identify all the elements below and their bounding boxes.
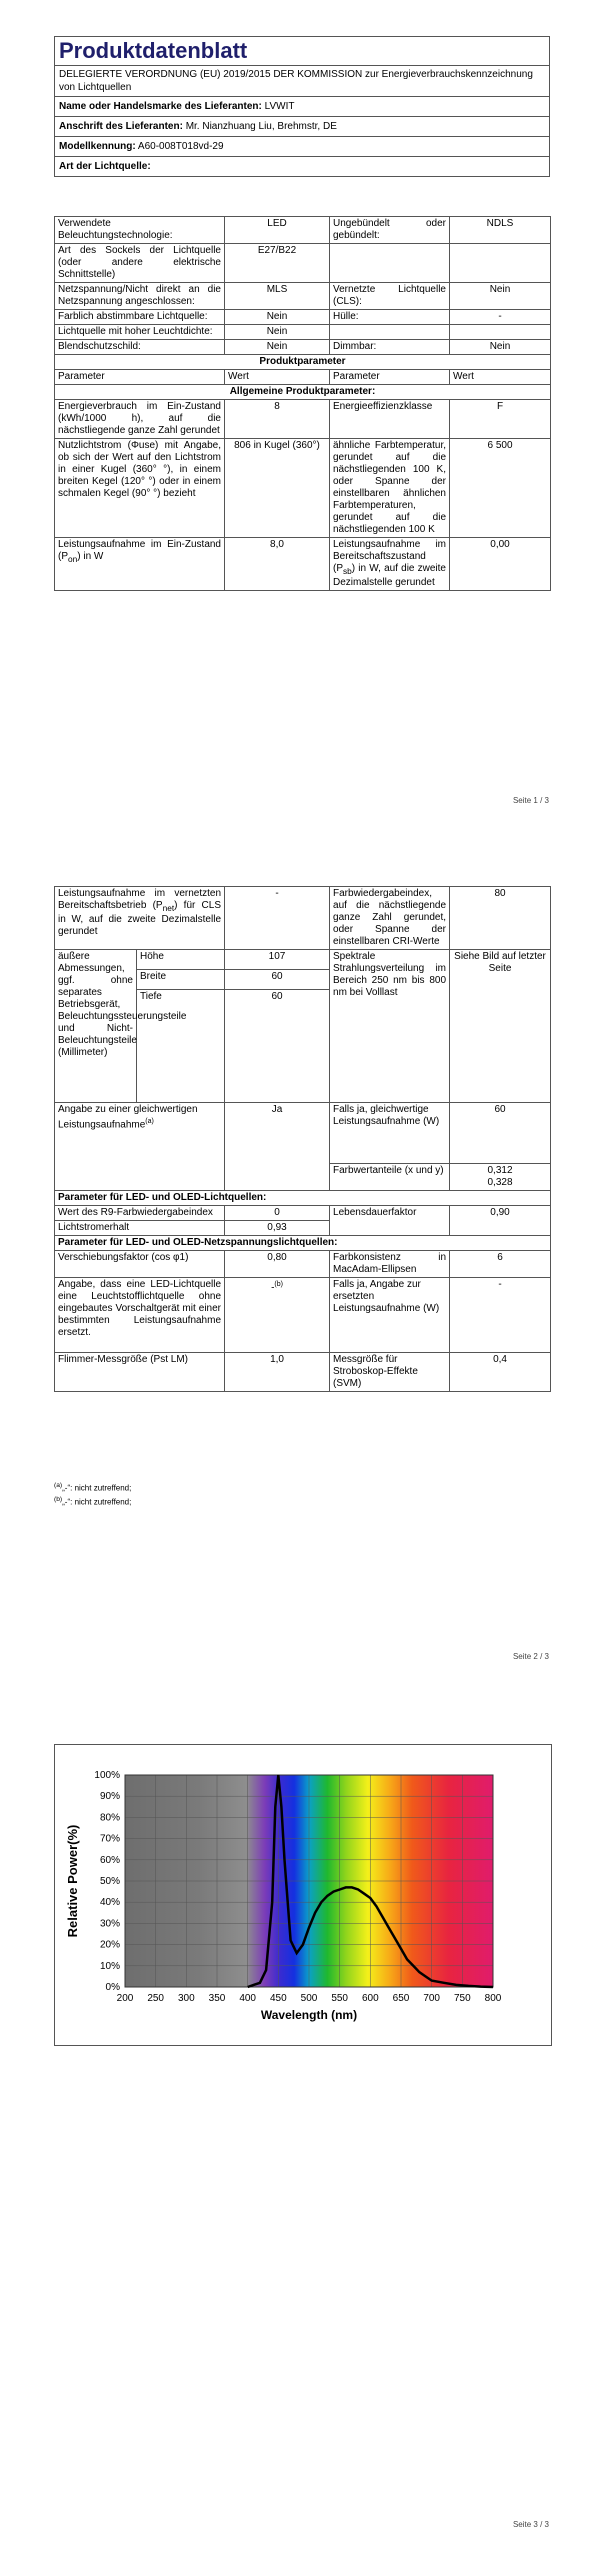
replace-power-value: -	[450, 1278, 551, 1353]
lightsource-cell: Farblich abstimmbare Lichtquelle:	[55, 310, 225, 325]
x-tick-label: 550	[331, 1993, 349, 2004]
dim-width-label: Breite	[137, 970, 225, 990]
lightsource-cell: E27/B22	[225, 244, 330, 283]
dim-width-value: 60	[225, 970, 330, 990]
cos-value: 0,80	[225, 1251, 330, 1278]
strobo-label: Messgröße für Stroboskop-Effekte (SVM)	[330, 1353, 450, 1392]
net-standby-label: Leistungsaufnahme im vernetzten Bereitschaftsbetrieb $(P_{net})$ für CLS in W, auf die zweite Dezimalstelle gerundet	[55, 887, 225, 950]
flicker-row	[55, 1353, 551, 1392]
x-tick-label: 700	[423, 1993, 441, 2004]
model-value: A60-008T018vd-29	[137, 141, 224, 152]
page-number-2: Seite 2 / 3	[512, 1652, 549, 1661]
type-row	[55, 157, 549, 176]
energy-value: 8	[225, 400, 330, 439]
lightsource-cell: NDLS	[450, 217, 551, 244]
produktparameter-header: Produktparameter	[55, 355, 551, 370]
lightsource-cell	[450, 244, 551, 283]
param-header-row	[55, 370, 551, 385]
param-header-3: Parameter	[330, 370, 450, 385]
lightsource-row	[55, 340, 551, 355]
lightsource-cell: Netzspannung/Nicht direkt an die Netzspannung angeschlossen:	[55, 283, 225, 310]
lightsource-cell: Ungebündelt oder gebündelt:	[330, 217, 450, 244]
y-tick-label: 20%	[99, 1939, 120, 1951]
x-tick-label: 800	[484, 1993, 502, 2004]
param-header-2: Wert	[225, 370, 330, 385]
lightsource-cell: Verwendete Beleuchtungstechnologie:	[55, 217, 225, 244]
dim-depth-label: Tiefe	[137, 990, 225, 1103]
efficiency-label: Energieeffizienzklasse	[330, 400, 450, 439]
x-tick-label: 400	[239, 1993, 257, 2004]
lightsource-cell	[330, 325, 450, 340]
led-params-header: Parameter für LED- und OLED-Lichtquellen:	[55, 1191, 551, 1206]
x-tick-labels	[117, 1993, 502, 2004]
equiv-power-value: 60	[450, 1103, 551, 1164]
address-value: Mr. Nianzhuang Liu, Brehmstr, DE	[185, 121, 337, 132]
spectrum-chart-frame	[54, 1744, 552, 2046]
chroma-value: 0,312 0,328	[450, 1164, 551, 1191]
equiv-power-label: Falls ja, gleichwertige Leistungsaufnahme (W)	[330, 1103, 450, 1164]
y-tick-label: 10%	[99, 1960, 120, 1972]
x-tick-label: 200	[116, 1993, 134, 2004]
model-label: Modellkennung:	[59, 141, 136, 152]
allgemeine-header: Allgemeine Produktparameter:	[55, 385, 551, 400]
macadam-value: 6	[450, 1251, 551, 1278]
x-tick-label: 250	[147, 1993, 165, 2004]
lightsource-cell: Vernetzte Lichtquelle (CLS):	[330, 283, 450, 310]
replace-power-label: Falls ja, Angabe zur ersetzten Leistungsaufnahme (W)	[330, 1278, 450, 1353]
flux-row	[55, 439, 551, 538]
document-header	[54, 36, 550, 177]
cri-label: Farbwiedergabeindex, auf die nächstliegende ganze Zahl gerundet, oder Spanne der einstellbaren CRI-Werte	[330, 887, 450, 950]
flicker-label: Flimmer-Messgröße (Pst LM)	[55, 1353, 225, 1392]
equiv-label: Angabe zu einer gleichwertigen Leistungsaufnahme$^{(a)}$	[55, 1103, 225, 1191]
spectral-label: Spektrale Strahlungsverteilung im Bereich 250 nm bis 800 nm bei Volllast	[330, 950, 450, 1103]
maint-label: Lichtstromerhalt	[55, 1221, 225, 1236]
y-tick-label: 60%	[99, 1854, 120, 1866]
r9-label: Wert des R9-Farbwiedergabeindex	[55, 1206, 225, 1221]
lightsource-row	[55, 325, 551, 340]
supplier-label: Name oder Handelsmarke des Lieferanten:	[59, 101, 262, 112]
y-tick-label: 0%	[105, 1982, 120, 1993]
cct-value: 6 500	[450, 439, 551, 538]
cct-label: ähnliche Farbtemperatur, gerundet auf die nächstliegenden 100 K, oder Spanne der einstellbaren ähnlichen Farbtemperaturen, gerundet auf die nächstliegenden 100 K	[330, 439, 450, 538]
standby-value: 0,00	[450, 538, 551, 591]
lightsource-cell	[450, 325, 551, 340]
macadam-label: Farbkonsistenz in MacAdam-Ellipsen	[330, 1251, 450, 1278]
spectral-value: Siehe Bild auf letzter Seite	[450, 950, 551, 1103]
lightsource-cell: Nein	[450, 340, 551, 355]
x-tick-label: 600	[361, 1993, 379, 2004]
spectrum-chart	[55, 1745, 551, 2045]
lightsource-cell: Blendschutzschild:	[55, 340, 225, 355]
address-label: Anschrift des Lieferanten:	[59, 121, 183, 132]
life-label: Lebensdauerfaktor	[330, 1206, 450, 1236]
footnote-a: $^{(a)}$„-“: nicht zutreffend;	[54, 1482, 132, 1493]
param-header-1: Parameter	[55, 370, 225, 385]
address-row	[55, 117, 549, 137]
flux-value: 806 in Kugel (360°)	[225, 439, 330, 538]
power-row	[55, 538, 551, 591]
x-tick-label: 450	[269, 1993, 287, 2004]
lightsource-cell: Dimmbar:	[330, 340, 450, 355]
x-tick-label: 650	[392, 1993, 410, 2004]
lightsource-cell: Nein	[225, 310, 330, 325]
net-standby-row	[55, 887, 551, 950]
lightsource-row	[55, 310, 551, 325]
lightsource-cell: Hülle:	[330, 310, 450, 325]
type-label: Art der Lichtquelle:	[59, 161, 151, 172]
replace-label: Angabe, dass eine LED-Lichtquelle eine Leuchtstofflichtquelle ohne eingebautes Vorschaltgerät mit einer bestimmten Leistungsaufnahme ersetzt.	[55, 1278, 225, 1353]
y-tick-label: 70%	[99, 1833, 120, 1845]
energy-row	[55, 400, 551, 439]
lightsource-cell: Nein	[225, 325, 330, 340]
x-tick-label: 500	[300, 1993, 318, 2004]
page-number-1: Seite 1 / 3	[512, 796, 549, 805]
x-tick-label: 350	[208, 1993, 226, 2004]
param-header-4: Wert	[450, 370, 551, 385]
lightsource-cell: Art des Sockels der Lichtquelle (oder andere elektrische Schnittstelle)	[55, 244, 225, 283]
lightsource-table	[54, 216, 551, 591]
mains-params-header: Parameter für LED- und OLED-Netzspannungslichtquellen:	[55, 1236, 551, 1251]
flicker-value: 1,0	[225, 1353, 330, 1392]
page-number-3: Seite 3 / 3	[512, 2520, 549, 2529]
y-tick-label: 80%	[99, 1812, 120, 1824]
maint-value: 0,93	[225, 1221, 330, 1236]
cos-label: Verschiebungsfaktor (cos φ1)	[55, 1251, 225, 1278]
y-tick-label: 90%	[99, 1791, 120, 1803]
replace-row	[55, 1278, 551, 1353]
lightsource-cell: Nein	[450, 283, 551, 310]
x-tick-label: 300	[177, 1993, 195, 2004]
dim-height-value: 107	[225, 950, 330, 970]
y-tick-label: 50%	[99, 1876, 120, 1887]
lightsource-cell: LED	[225, 217, 330, 244]
net-standby-value: -	[225, 887, 330, 950]
lightsource-cell	[330, 244, 450, 283]
lightsource-row	[55, 217, 551, 244]
flux-label: Nutzlichtstrom (Φuse) mit Angabe, ob sich der Wert auf den Lichtstrom in einer Kugel (360° °), in einem breiten Kegel (120° °) oder in einem schmalen Kegel (90° °) bezieht	[55, 439, 225, 538]
lightsource-cell: Nein	[225, 340, 330, 355]
y-axis-label: Relative Power(%)	[65, 1824, 80, 1938]
equiv-row	[55, 1103, 551, 1164]
chroma-label: Farbwertanteile (x und y)	[330, 1164, 450, 1191]
standby-label: Leistungsaufnahme im Bereitschaftszustand $(P_{sb})$ in W, auf die zweite Dezimalstelle gerundet	[330, 538, 450, 591]
lightsource-row	[55, 244, 551, 283]
footnote-b: $^{(b)}$„-“: nicht zutreffend;	[54, 1496, 132, 1507]
dimensions-label: äußere Abmessungen, ggf. ohne separates Betriebsgerät, Beleuchtungssteuerungsteile und Nicht-Beleuchtungsteile (Millimeter)	[55, 950, 137, 1103]
y-tick-labels	[94, 1770, 120, 1993]
x-axis-label: Wavelength (nm)	[260, 2008, 358, 2022]
model-row	[55, 137, 549, 157]
y-tick-label: 30%	[99, 1918, 120, 1930]
replace-value: -$^{(b)}$	[225, 1278, 330, 1353]
document-title: Produktdatenblatt	[55, 37, 549, 66]
efficiency-value: F	[450, 400, 551, 439]
supplier-value: LVWIT	[264, 101, 295, 112]
regulation-subtitle: DELEGIERTE VERORDNUNG (EU) 2019/2015 DER KOMMISSION zur Energieverbrauchskennzeichnung von Lichtquellen	[55, 66, 549, 97]
y-tick-label: 100%	[94, 1770, 120, 1781]
r9-row	[55, 1206, 551, 1221]
y-tick-label: 40%	[99, 1897, 120, 1909]
r9-value: 0	[225, 1206, 330, 1221]
equiv-value: Ja	[225, 1103, 330, 1191]
x-tick-label: 750	[453, 1993, 471, 2004]
supplier-row	[55, 97, 549, 117]
power-value: 8,0	[225, 538, 330, 591]
cri-value: 80	[450, 887, 551, 950]
dim-height-label: Höhe	[137, 950, 225, 970]
lightsource-cell: MLS	[225, 283, 330, 310]
energy-label: Energieverbrauch im Ein-Zustand (kWh/1000 h), auf die nächstliegende ganze Zahl gerundet	[55, 400, 225, 439]
lightsource-row	[55, 283, 551, 310]
lightsource-cell: -	[450, 310, 551, 325]
strobo-value: 0,4	[450, 1353, 551, 1392]
parameter-table-2	[54, 886, 551, 1392]
life-value: 0,90	[450, 1206, 551, 1236]
cos-row	[55, 1251, 551, 1278]
lightsource-cell: Lichtquelle mit hoher Leuchtdichte:	[55, 325, 225, 340]
power-label: Leistungsaufnahme im Ein-Zustand $(P_{on})$ in W	[55, 538, 225, 591]
dim-depth-value: 60	[225, 990, 330, 1103]
